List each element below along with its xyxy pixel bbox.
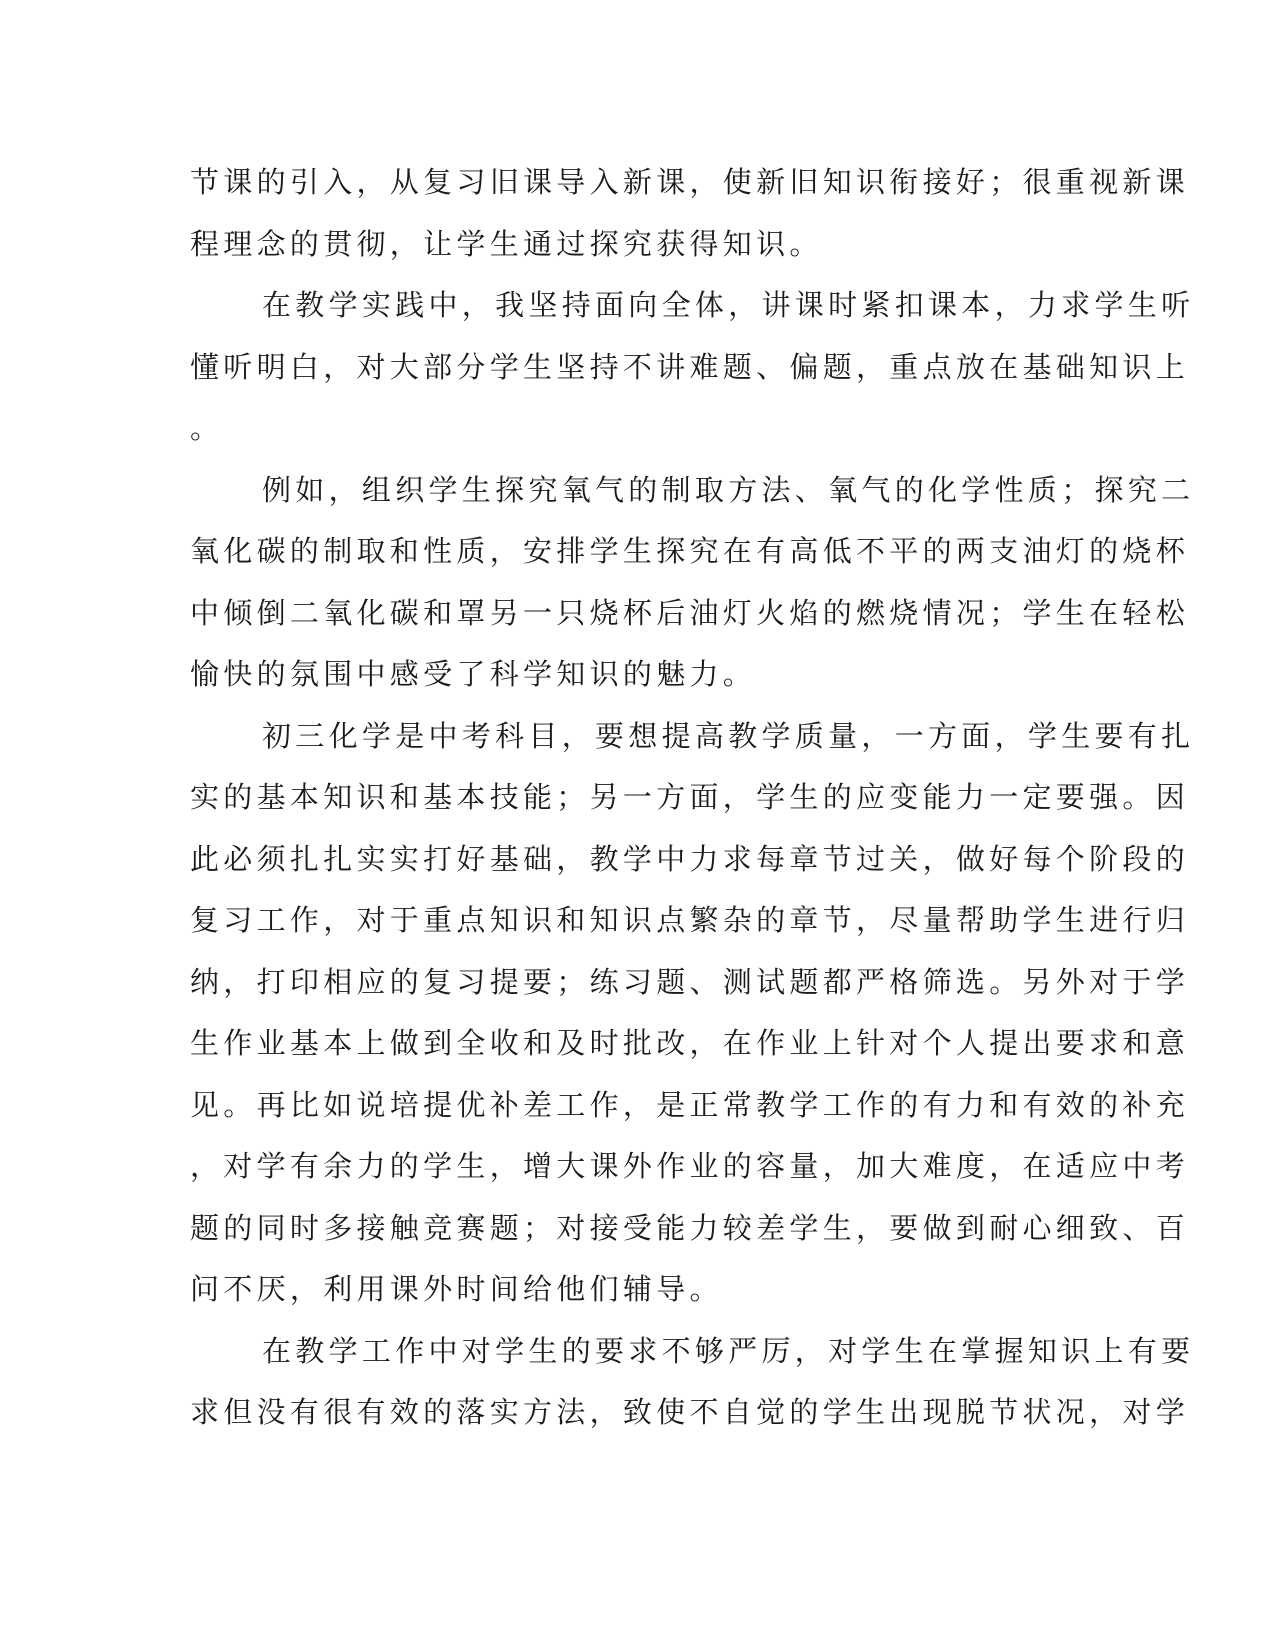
text-line: 求但没有很有效的落实方法，致使不自觉的学生出现脱节状况，对学 <box>190 1395 1190 1429</box>
text-line: 中倾倒二氧化碳和罩另一只烧杯后油灯火焰的燃烧情况；学生在轻松 <box>190 595 1190 630</box>
text-line: 氧化碳的制取和性质，安排学生探究在有高低不平的两支油灯的烧杯 <box>190 534 1190 568</box>
text-line: 纳，打印相应的复习提要；练习题、测试题都严格筛选。另外对于学 <box>190 964 1190 999</box>
text-line: 题的同时多接触竞赛题；对接受能力较差学生，要做到耐心细致、百 <box>190 1210 1190 1245</box>
paragraph-first-line: 在教学实践中，我坚持面向全体，讲课时紧扣课本，力求学生听 <box>262 288 1195 322</box>
text-line: 复习工作，对于重点知识和知识点繁杂的章节，尽量帮助学生进行归 <box>190 903 1190 937</box>
text-line: 生作业基本上做到全收和及时批改，在作业上针对个人提出要求和意 <box>190 1026 1190 1060</box>
body-text <box>190 162 1195 1454</box>
text-line: 。 <box>190 411 224 445</box>
text-line: ，对学有余力的学生，增大课外作业的容量，加大难度，在适应中考 <box>190 1149 1190 1183</box>
paragraph-first-line: 初三化学是中考科目，要想提高教学质量，一方面，学生要有扎 <box>262 718 1195 753</box>
text-line: 愉快的氛围中感受了科学知识的魅力。 <box>190 657 757 691</box>
text-line: 懂听明白，对大部分学生坚持不讲难题、偏题，重点放在基础知识上 <box>190 349 1190 384</box>
text-line: 见。再比如说培提优补差工作，是正常教学工作的有力和有效的补充 <box>190 1087 1190 1122</box>
text-line: 此必须扎扎实实打好基础，教学中力求每章节过关，做好每个阶段的 <box>190 841 1190 876</box>
text-line: 问不厌，利用课外时间给他们辅导。 <box>190 1272 723 1306</box>
text-line: 节课的引入，从复习旧课导入新课，使新旧知识衔接好；很重视新课 <box>190 165 1190 199</box>
paragraph-first-line: 在教学工作中对学生的要求不够严厉，对学生在掌握知识上有要 <box>262 1333 1195 1368</box>
paragraph-first-line: 例如，组织学生探究氧气的制取方法、氧气的化学性质；探究二 <box>262 472 1195 507</box>
text-line: 实的基本知识和基本技能；另一方面，学生的应变能力一定要强。因 <box>190 780 1190 814</box>
text-line: 程理念的贯彻，让学生通过探究获得知识。 <box>190 226 823 261</box>
